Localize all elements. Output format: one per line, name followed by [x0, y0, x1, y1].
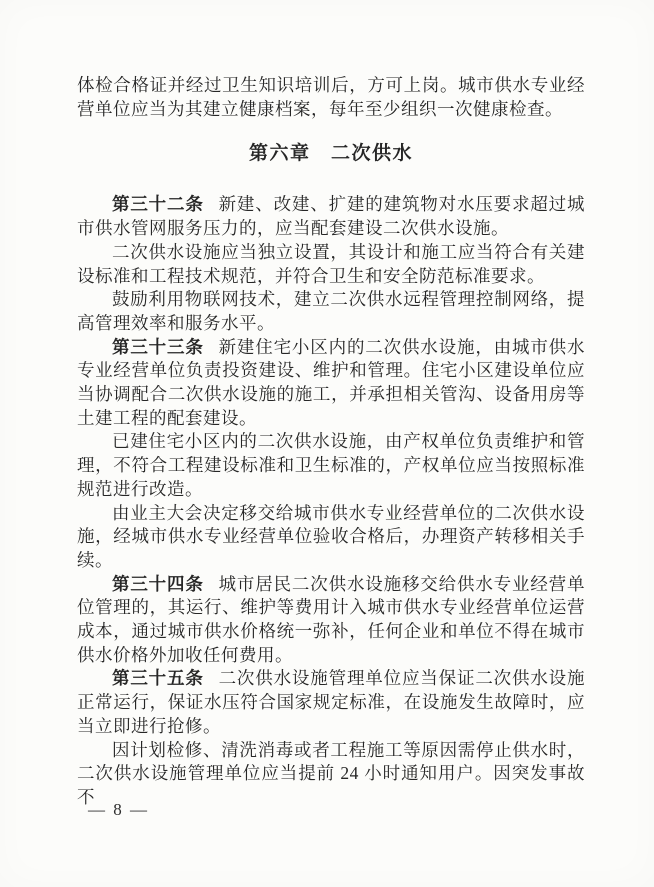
paragraph: 因计划检修、清洗消毒或者工程施工等原因需停止供水时，二次供水设施管理单位应当提前 24 小时通知用户。因突发事故不	[77, 739, 585, 807]
paragraph: 由业主大会决定移交给城市供水专业经营单位的二次供水设施，经城市供水专业经营单位验收合格后，办理资产转移相关手续。	[77, 502, 585, 570]
paragraph: 第三十三条 新建住宅小区内的二次供水设施，由城市供水专业经营单位负责投资建设、维护和管理。住宅小区建设单位应当协调配合二次供水设施的施工，并承担相关管沟、设备用房等土建工程的配套建设。	[77, 336, 586, 428]
paragraph: 体检合格证并经过卫生知识培训后，方可上岗。城市供水专业经营单位应当为其建立健康档案，每年至少组织一次健康检查。	[77, 75, 585, 119]
article-number: 第三十五条	[112, 668, 204, 689]
article-number: 第三十二条	[112, 194, 204, 215]
paragraph: 第三十二条 新建、改建、扩建的建筑物对水压要求超过城市供水管网服务压力的，应当配套建设二次供水设施。	[77, 194, 586, 239]
paragraph: 第三十五条 二次供水设施管理单位应当保证二次供水设施正常运行，保证水压符合国家规定标准，在设施发生故障时，应当立即进行抢修。	[77, 668, 586, 736]
document-body	[77, 74, 585, 810]
page-number: — 8 —	[88, 800, 149, 819]
paragraph: 二次供水设施应当独立设置，其设计和施工应当符合有关建设标准和工程技术规范，并符合卫生和安全防范标准要求。	[77, 241, 585, 286]
article-number: 第三十三条	[112, 336, 204, 357]
article-number: 第三十四条	[112, 573, 204, 594]
chapter-heading: 第六章 二次供水	[248, 143, 413, 165]
paragraph: 鼓励利用物联网技术，建立二次供水远程管理控制网络，提高管理效率和服务水平。	[77, 289, 585, 333]
paragraph: 已建住宅小区内的二次供水设施，由产权单位负责维护和管理，不符合工程建设标准和卫生标准的，产权单位应当按照标准规范进行改造。	[77, 431, 585, 499]
paragraph: 第三十四条 城市居民二次供水设施移交给供水专业经营单位管理的，其运行、维护等费用计入城市供水专业经营单位运营成本，通过城市供水价格统一弥补，任何企业和单位不得在城市供水价格外加收任何费用。	[77, 573, 586, 665]
